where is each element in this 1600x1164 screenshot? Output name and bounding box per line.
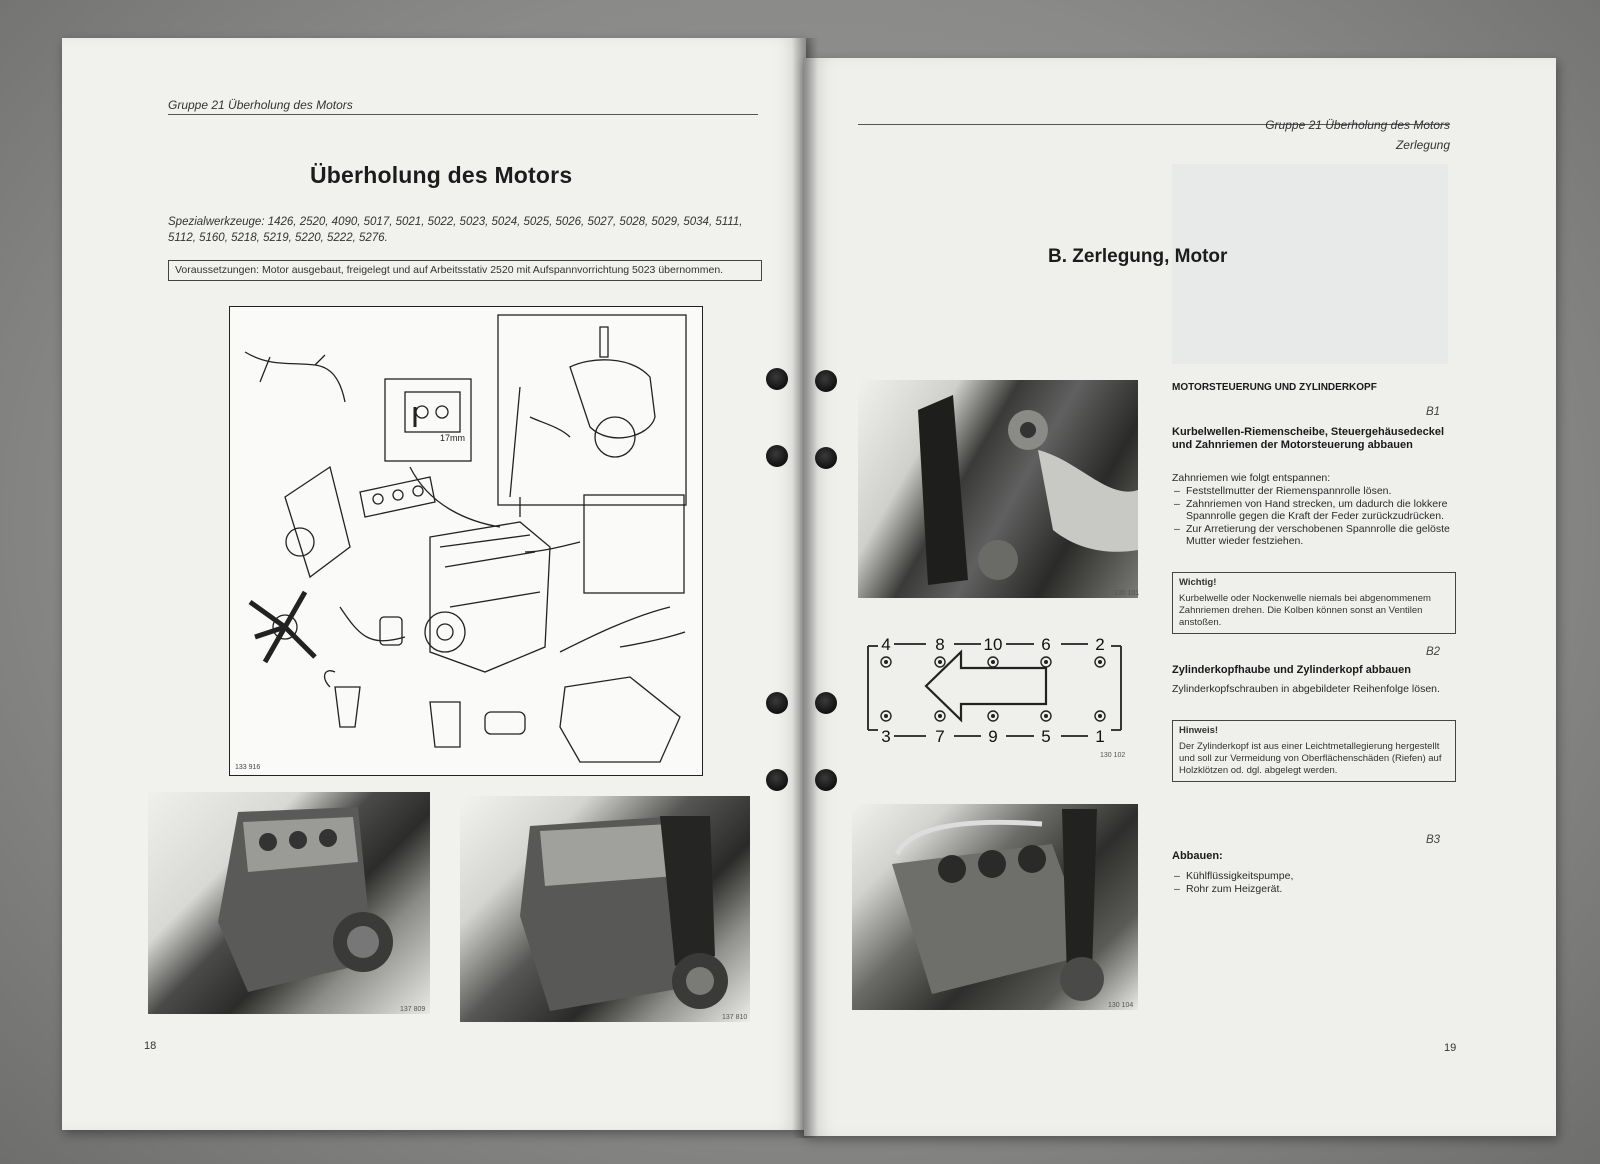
- special-tools: Spezialwerkzeuge: 1426, 2520, 4090, 5017, 5021, 5022, 5023, 5024, 5025, 5026, 5027, 5028, 5029, 5034, 5111, 5112, 5160, 5218, 5219, 5220, 5222, 5276.: [168, 216, 743, 244]
- b3-step-1: – Kühlflüssigkeitspumpe,: [1172, 870, 1456, 883]
- b3-steps: [1172, 870, 1456, 895]
- photo-number-4: 130 102: [1100, 752, 1126, 759]
- binder-hole: [815, 769, 837, 791]
- bolt-order-top-1: 4: [881, 635, 891, 654]
- b2-note-text: Der Zylinderkopf ist aus einer Leichtmetallegierung hergestellt und soll zur Vermeidung von Oberflächenschäden (Riefen) auf Holzklötzen od. dgl. abgelegt werden.: [1179, 741, 1442, 776]
- binder-hole: [815, 370, 837, 392]
- b2-title: Zylinderkopfhaube und Zylinderkopf abbauen: [1172, 664, 1411, 676]
- binder-hole: [766, 692, 788, 714]
- book-gutter: [792, 38, 818, 1138]
- photo-number-2: 137 810: [722, 1014, 748, 1021]
- b1-steps: [1172, 485, 1456, 548]
- binder-hole: [815, 447, 837, 469]
- binder-hole: [766, 368, 788, 390]
- b1-step-3: – Zur Arretierung der verschobenen Spannrolle die gelöste Mutter wieder festziehen.: [1172, 523, 1456, 548]
- bolt-order-top-3: 10: [983, 635, 1003, 654]
- block-heading: MOTORSTEUERUNG UND ZYLINDERKOPF: [1172, 382, 1377, 393]
- left-page-number: 18: [144, 1040, 157, 1052]
- timing-belt-photo-drawing: [858, 380, 1138, 598]
- bolt-order-top-5: 2: [1095, 635, 1105, 654]
- bolt-order-bottom-4: 5: [1041, 727, 1051, 746]
- b1-title: Kurbelwellen-Riemenscheibe, Steuergehäusedeckel und Zahnriemen der Motorsteuerung abbauen: [1172, 426, 1445, 451]
- bolt-order-top-2: 8: [935, 635, 945, 654]
- b2-text: Zylinderkopfschrauben in abgebildeter Reihenfolge lösen.: [1172, 683, 1440, 695]
- photo-number-3: 130 101: [1114, 590, 1140, 597]
- section-title: B. Zerlegung, Motor: [1048, 246, 1228, 267]
- timing-belt-photo: [858, 380, 1138, 598]
- exploded-view-drawing: [230, 307, 702, 775]
- b1-warning-text: Kurbelwelle oder Nockenwelle niemals bei abgenommenem Zahnriemen drehen. Die Kolben können sonst an Ventilen anstoßen.: [1179, 593, 1431, 628]
- bolt-sequence-drawing: [856, 630, 1132, 750]
- b1-warning-box: [1172, 572, 1456, 634]
- binder-hole: [766, 445, 788, 467]
- tool-size-label: 17mm: [440, 433, 466, 443]
- bolt-order-bottom-2: 7: [935, 727, 945, 746]
- bolt-order-bottom-3: 9: [988, 727, 998, 746]
- step-mark-b2: B2: [1426, 646, 1441, 658]
- b1-intro: Zahnriemen wie folgt entspannen:: [1172, 472, 1331, 484]
- b1-step-1: – Feststellmutter der Riemenspannrolle lösen.: [1172, 485, 1456, 498]
- bolt-order-bottom-5: 1: [1095, 727, 1105, 746]
- b2-note-box: [1172, 720, 1456, 782]
- b3-title: Abbauen:: [1172, 850, 1223, 862]
- photo-number-5: 130 104: [1108, 1002, 1134, 1009]
- left-header-rule: [168, 114, 758, 115]
- figure-number: 133 916: [235, 764, 261, 771]
- b3-step-2: – Rohr zum Heizgerät.: [1172, 883, 1456, 896]
- bolt-order-top-4: 6: [1041, 635, 1051, 654]
- head-bolt-sequence-diagram: [856, 630, 1132, 750]
- prerequisites-box: Voraussetzungen: Motor ausgebaut, freigelegt und auf Arbeitsstativ 2520 mit Aufspannvorrichtung 5023 übernommen.: [168, 260, 762, 281]
- binder-hole: [815, 692, 837, 714]
- page-title: Überholung des Motors: [310, 162, 573, 188]
- binder-hole: [766, 769, 788, 791]
- engine-photo-right: [460, 796, 750, 1022]
- right-page-subheader: Zerlegung: [1395, 138, 1450, 152]
- step-mark-b1: B1: [1426, 406, 1441, 418]
- cylinder-block-photo: [852, 804, 1138, 1010]
- right-page-header: Gruppe 21 Überholung des Motors: [1265, 118, 1450, 132]
- b1-step-2: – Zahnriemen von Hand strecken, um dadurch die lokkere Spannrolle gegen die Kraft der Feder zurückzudrücken.: [1172, 498, 1456, 523]
- b2-note-title: Hinweis!: [1179, 725, 1219, 736]
- engine-photo-right-drawing: [460, 796, 750, 1022]
- exploded-engine-figure: [229, 306, 703, 776]
- engine-photo-left: [148, 792, 430, 1014]
- b1-warning-title: Wichtig!: [1179, 577, 1217, 588]
- bolt-order-bottom-1: 3: [881, 727, 891, 746]
- cylinder-block-photo-drawing: [852, 804, 1138, 1010]
- photo-number-1: 137 809: [400, 1006, 426, 1013]
- engine-photo-left-drawing: [148, 792, 430, 1014]
- right-page-number: 19: [1444, 1042, 1457, 1054]
- step-mark-b3: B3: [1426, 834, 1441, 846]
- left-page-header: Gruppe 21 Überholung des Motors: [168, 98, 353, 112]
